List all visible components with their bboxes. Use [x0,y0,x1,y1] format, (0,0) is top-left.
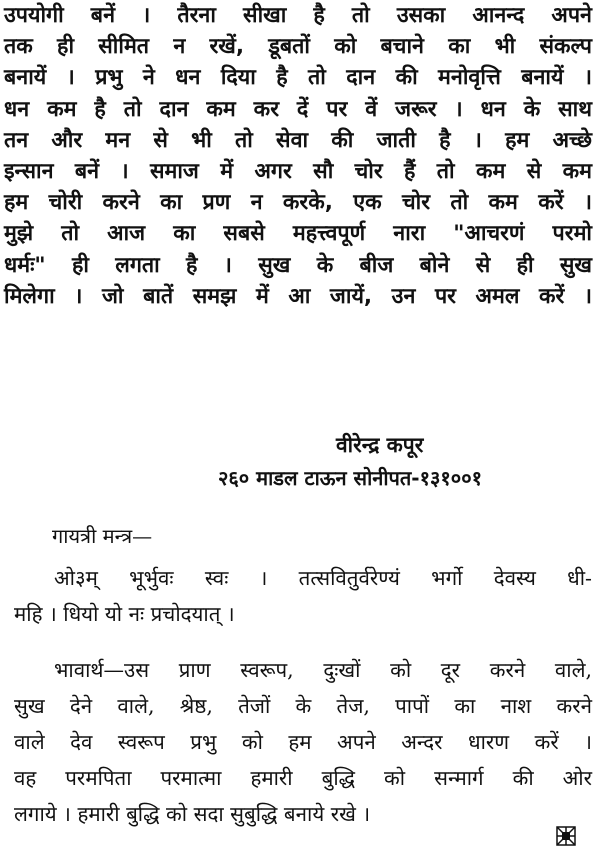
paragraph-line: मुझे तो आज का सबसे महत्त्वपूर्ण नारा "आचरणं परमो [4,221,592,247]
paragraph-line: धर्मः" ही लगता है । सुख के बीज बोने से ही सुख [4,252,592,278]
mantra-text [14,560,592,632]
meaning-line: वाले देव स्वरूप प्रभु को हम अपने अन्दर धारण करें । [14,730,592,754]
mantra-line: महि । धियो यो नः प्रचोदयात् । [14,602,235,626]
mantra-line: ओ३म् भूर्भुवः स्वः । तत्सवितुर्वरेण्यं भर्गो देवस्य धी- [54,566,592,590]
meaning-line: भावार्थ—उस प्राण स्वरूप, दुःखों को दूर करने वाले, [54,658,592,682]
author-address: २६० माडल टाऊन सोनीपत-१३१००१ [218,466,482,490]
meaning-line: लगाये । हमारी बुद्धि को सदा सुबुद्धि बनाये रखे । [14,802,371,826]
paragraph-line: उपयोगी बनें । तैरना सीखा है तो उसका आनन्द अपने [4,3,592,28]
author-name: वीरेन्द्र कपूर [336,433,424,457]
mantra-title: गायत्री मन्त्र— [52,524,153,548]
paragraph-line: धन कम है तो दान कम कर दें पर वें जरूर । धन के साथ [4,96,592,122]
paragraph-line: इन्सान बनें । समाज में अगर सौ चोर हैं तो कम से कम [4,159,592,185]
paragraph-line: मिलेगा । जो बातें समझ में आ जायें, उन पर अमल करें । [4,283,592,309]
meaning-line: वह परमपिता परमात्मा हमारी बुद्धि को सन्मार्ग की ओर [14,766,592,790]
paragraph-line: तन और मन से भी तो सेवा की जाती है । हम अच्छे [4,127,592,153]
meaning-text [14,652,592,832]
meaning-line: सुख देने वाले, श्रेष्ठ, तेजों के तेज, पापों का नाश करने [14,694,592,718]
paragraph-line: बनायें । प्रभु ने धन दिया है तो दान की मनोवृत्ति बनायें । [4,65,592,91]
main-paragraph [4,0,592,312]
paragraph-line: हम चोरी करने का प्रण न करके, एक चोर तो कम करें । [4,190,592,216]
ornament-icon [556,826,576,846]
paragraph-line: तक ही सीमित न रखें, डूबतों को बचाने का भी संकल्प [4,34,592,60]
